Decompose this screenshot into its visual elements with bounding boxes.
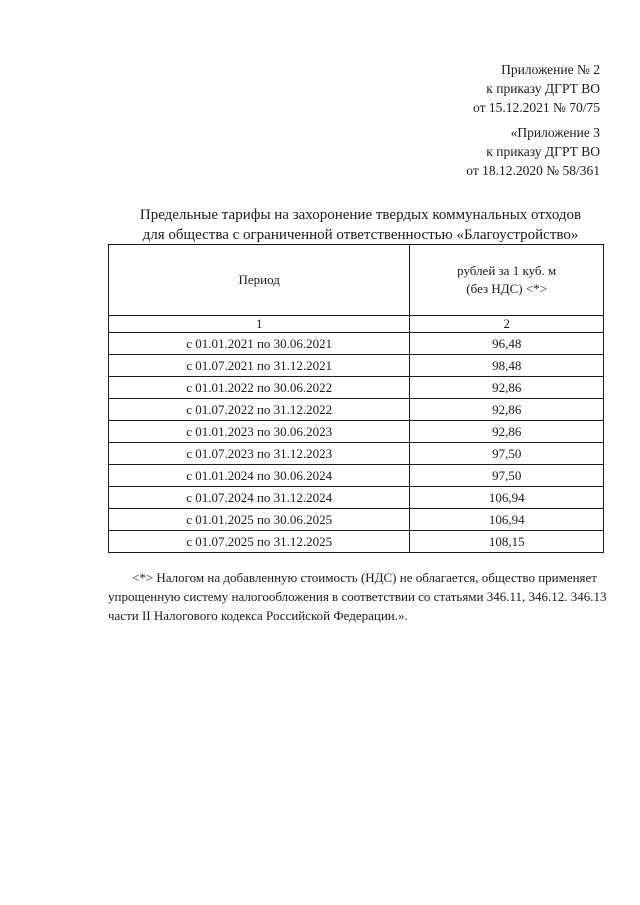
- footnote-line-1: <*> Налогом на добавленную стоимость (НДС) не облагается, общество применяет: [132, 570, 597, 585]
- title-line-2: для общества с ограниченной ответственностью «Благоустройство»: [142, 227, 579, 243]
- period-cell: с 01.01.2024 по 30.06.2024: [109, 465, 410, 487]
- period-cell: с 01.01.2022 по 30.06.2022: [109, 377, 410, 399]
- price-cell: 96,48: [410, 333, 604, 355]
- price-cell: 97,50: [410, 443, 604, 465]
- period-cell: с 01.07.2023 по 31.12.2023: [109, 443, 410, 465]
- column-number-1: 1: [109, 316, 410, 333]
- vat-footnote: [108, 568, 612, 625]
- price-cell: 92,86: [410, 399, 604, 421]
- period-cell: с 01.07.2022 по 31.12.2022: [109, 399, 410, 421]
- price-cell: 98,48: [410, 355, 604, 377]
- period-cell: с 01.07.2021 по 31.12.2021: [109, 355, 410, 377]
- table-row: [109, 531, 604, 553]
- header-period: [109, 245, 410, 316]
- title-line-1: Предельные тарифы на захоронение твердых коммунальных отходов: [139, 207, 582, 223]
- header-price-line-2: (без НДС) <*>: [466, 281, 548, 296]
- header-price-line-1: рублей за 1 куб. м: [457, 263, 557, 278]
- table-row: [109, 377, 604, 399]
- price-cell: 92,86: [410, 421, 604, 443]
- price-cell: 97,50: [410, 465, 604, 487]
- period-cell: с 01.07.2024 по 31.12.2024: [109, 487, 410, 509]
- period-cell: с 01.01.2021 по 30.06.2021: [109, 333, 410, 355]
- price-cell: 108,15: [410, 531, 604, 553]
- period-cell: с 01.01.2025 по 30.06.2025: [109, 509, 410, 531]
- appendix-3-reference: [466, 123, 600, 180]
- table-row: [109, 333, 604, 355]
- column-number-row: [109, 316, 604, 333]
- tariff-table: [108, 244, 604, 553]
- footnote-line-3: части II Налогового кодекса Российской Федерации.».: [108, 608, 408, 623]
- appendix-3-line-1: «Приложение 3: [510, 125, 600, 140]
- price-cell: 106,94: [410, 487, 604, 509]
- period-cell: с 01.07.2025 по 31.12.2025: [109, 531, 410, 553]
- header-price: [410, 245, 604, 316]
- table-row: [109, 399, 604, 421]
- appendix-3-line-2: к приказу ДГРТ ВО: [486, 144, 600, 159]
- appendix-2-reference: [473, 60, 600, 117]
- footnote-line-2: упрощенную систему налогообложения в соответствии со статьями 346.11, 346.12. 346.13: [108, 589, 607, 604]
- appendix-3-line-3: от 18.12.2020 № 58/361: [466, 163, 600, 178]
- table-row: [109, 443, 604, 465]
- table-row: [109, 509, 604, 531]
- table-row: [109, 487, 604, 509]
- header-period-label: Период: [238, 272, 280, 287]
- document-title: [108, 205, 613, 245]
- appendix-2-line-2: к приказу ДГРТ ВО: [486, 81, 600, 96]
- appendix-2-line-3: от 15.12.2021 № 70/75: [473, 100, 600, 115]
- table-row: [109, 355, 604, 377]
- price-cell: 106,94: [410, 509, 604, 531]
- table-row: [109, 421, 604, 443]
- appendix-2-line-1: Приложение № 2: [501, 62, 600, 77]
- period-cell: с 01.01.2023 по 30.06.2023: [109, 421, 410, 443]
- table-header-row: [109, 245, 604, 316]
- column-number-2: 2: [410, 316, 604, 333]
- price-cell: 92,86: [410, 377, 604, 399]
- table-row: [109, 465, 604, 487]
